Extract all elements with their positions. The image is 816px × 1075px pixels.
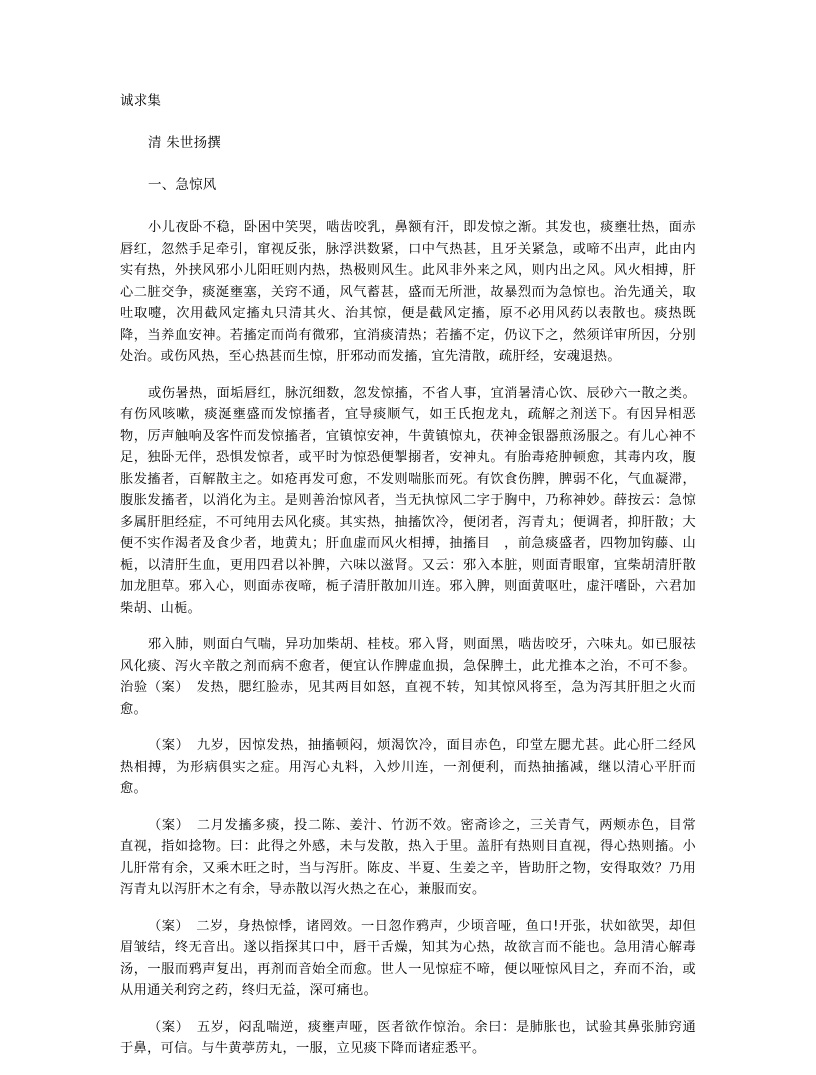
paragraph-text: 邪入肺，则面白气喘，异功加柴胡、桂枝。邪入肾，则面黑，啮齿咬牙，六味丸。如已服祛风化痰、泻火辛散之剂而病不愈者，便宜认作脾虚血损，急保脾土，此尤推本之治，不可不参。治验（案） 发热，腮红脸赤，见其两目如怒，直视不转，知其惊风将至，急为泻其肝胆之火而愈。 — [120, 637, 696, 717]
paragraph-text: 小儿夜卧不稳，卧困中笑哭，啮齿咬乳，鼻额有汗，即发惊之渐。其发也，痰壅壮热，面赤唇红，忽然手足牵引，窜视反张，脉浮洪数紧，口中气热甚，且牙关紧急，或啼不出声，此由内实有热，外挟风邪小儿阳旺则内热，热极则风生。此风非外来之风，则内出之风。风火相搏，肝心二脏交争，痰涎壅塞，关窍不通，风气蓄甚，盛而无所泄，故暴烈而为急惊也。治先通关，取吐取嚏，次用截风定搐丸只清其火、治其惊，便是截风定搐，原不必用风药以表散也。痰热既降，当养血安神。若搐定而尚有微邪，宜消痰清热；若搐不定，仍议下之，然须详审所因，分别处治。或伤风热，至心热甚而生惊，肝邪动而发搐，宜先清散，疏肝经，安魂退热。 — [120, 220, 696, 364]
case-label: （案） — [148, 817, 184, 833]
paragraph-text: 二岁，身热惊悸，诸罔效。一日忽作鸦声，少顷音哑，鱼口!开张，状如欲哭，却但眉皱结，终无音出。遂以指探其口中，唇干舌燥，知其为心热，故欲言而不能也。急用清心解毒汤，一服而鸦声复出，再剂而音始全而愈。世人一见惊症不啼，便以哑惊风目之，弃而不治，或从用通关利窍之药，终归无益，深可痛也。 — [120, 918, 696, 998]
paragraph-text: 二月发搐多痰，投二陈、姜汁、竹沥不效。密斋诊之，三关青气，两颊赤色，目常直视，指如捻物。曰：此得之外感，未与发散，热入于里。盖肝有热则目直视，得心热则搐。小儿肝常有余，又乘木旺之时，当与泻肝。陈皮、半夏、生姜之辛，皆助肝之物，安得取效？乃用泻青丸以泻肝木之有余，导赤散以泻火热之在心，兼服而安。 — [120, 817, 697, 897]
case-paragraph — [120, 815, 696, 901]
paragraph — [120, 634, 696, 720]
paragraph — [120, 383, 696, 620]
case-paragraph — [120, 735, 696, 800]
document-page — [120, 91, 696, 1075]
paragraph-text: 九岁，因惊发热，抽搐顿闷，烦渴饮冷，面目赤色，印堂左腮尤甚。此心肝二经风热相搏，为形病俱实之症。用泻心丸料，入炒川连，一剂便利，而热抽搐减，继以清心平肝而愈。 — [120, 738, 697, 796]
case-paragraph — [120, 1017, 696, 1060]
section-heading: 一、急惊风 — [148, 177, 217, 193]
paragraph-text: 或伤暑热，面垢唇红，脉沉细数，忽发惊搐，不省人事，宜消暑清心饮、辰砂六一散之类。有伤风咳嗽，痰涎壅盛而发惊搐者，宜导痰顺气，如王氏抱龙丸，疏解之剂送下。有因异相恶物，厉声触响及客忤而发惊搐者，宜镇惊安神，牛黄镇惊丸，茯神金银器煎汤服之。有儿心神不足，独卧无伴，恐惧发惊者，或平时为惊恐便掣搦者，安神丸。有胎毒疮肿顿愈，其毒内攻，腹胀发搐者，百解散主之。如疮再发可愈，不发则喘胀而死。有饮食伤脾，脾弱不化，气血凝滞，腹胀发搐者，以消化为主。是则善治惊风者，当无执惊风二字于胸中，乃称神妙。薛按云：急惊多属肝胆经症，不可纯用去风化痰。其实热，抽搐饮冷，便闭者，泻青丸；便调者，抑肝散；大便不实作渴者及食少者，地黄丸；肝血虚而风火相搏，抽搐目 ，前急痰盛者，四物加钩藤、山栀，以清肝生血，更用四君以补脾，六味以滋肾。又云：邪入本脏，则面青眼窜，宜柴胡清肝散加龙胆草。邪入心，则面赤夜啼，栀子清肝散加川连。邪入脾，则面黄呕吐，虚汗嗜卧，六君加柴胡、山栀。 — [120, 385, 696, 616]
document-title: 诚求集 — [120, 93, 162, 109]
case-label: （案） — [148, 1019, 184, 1035]
paragraph — [120, 217, 696, 368]
case-label: （案） — [148, 918, 183, 934]
author-line: 清 朱世扬撰 — [148, 135, 221, 151]
paragraph-text: 五岁，闷乱喘逆，痰壅声哑，医者欲作惊治。余曰：是肺胀也，试验其鼻张肺窍通于鼻，可信。与牛黄葶苈丸，一服，立见痰下降而诸症悉平。 — [120, 1019, 697, 1056]
case-label: （案） — [148, 738, 184, 753]
case-paragraph — [120, 916, 696, 1002]
